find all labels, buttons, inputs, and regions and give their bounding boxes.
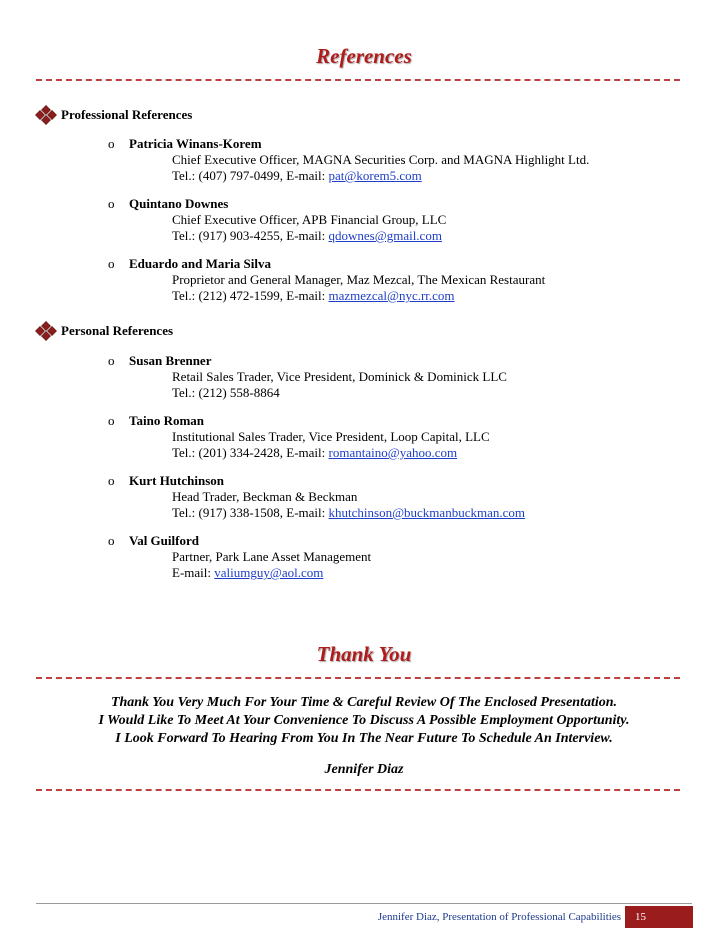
thank-you-line: I Look Forward To Hearing From You In The Near Future To Schedule An Interview. — [115, 731, 613, 746]
reference-title: Chief Executive Officer, APB Financial Group, LLC — [172, 212, 447, 227]
footer-text: Jennifer Diaz, Presentation of Professional Capabilities — [377, 911, 621, 923]
contact-text: Tel.: (201) 334-2428, E-mail: — [172, 445, 329, 460]
section-heading-personal — [36, 322, 173, 339]
reference-title: Institutional Sales Trader, Vice President, Loop Capital, LLC — [172, 429, 490, 444]
reference-name: Susan Brenner — [129, 353, 212, 368]
email-link[interactable]: qdownes@gmail.com — [328, 228, 442, 243]
contact-text: Tel.: (917) 903-4255, E-mail: — [172, 228, 329, 243]
section-heading-label: Personal References — [61, 322, 174, 338]
page-number: 15 — [625, 906, 693, 928]
reference-contact — [172, 168, 422, 184]
reference-name: Taino Roman — [129, 413, 205, 428]
reference-name: Val Guilford — [129, 533, 199, 548]
reference-contact — [172, 228, 442, 244]
thank-you-divider-top — [36, 677, 680, 679]
contact-text: Tel.: (212) 472-1599, E-mail: — [172, 288, 329, 303]
diamond-cluster-icon — [36, 106, 55, 123]
reference-contact — [172, 505, 525, 521]
reference-name: Eduardo and Maria Silva — [129, 256, 271, 271]
circle-bullet-icon: o — [108, 196, 115, 211]
section-heading-professional — [36, 106, 192, 123]
reference-name: Patricia Winans-Korem — [129, 136, 262, 151]
diamond-cluster-icon — [36, 322, 55, 339]
contact-text: E-mail: — [172, 565, 215, 580]
contact-text: Tel.: (407) 797-0499, E-mail: — [172, 168, 329, 183]
circle-bullet-icon: o — [108, 533, 115, 548]
circle-bullet-icon: o — [108, 413, 115, 428]
circle-bullet-icon: o — [108, 136, 115, 151]
email-link[interactable]: romantaino@yahoo.com — [328, 445, 458, 460]
signature: Jennifer Diaz — [324, 762, 404, 777]
thank-you-line: Thank You Very Much For Your Time & Careful Review Of The Enclosed Presentation. — [110, 695, 618, 710]
thank-you-line: I Would Like To Meet At Your Convenience To Discuss A Possible Employment Opportunity. — [98, 713, 630, 728]
reference-title: Retail Sales Trader, Vice President, Dominick & Dominick LLC — [172, 369, 507, 384]
reference-contact — [172, 445, 457, 461]
reference-name: Kurt Hutchinson — [129, 473, 224, 488]
reference-title: Chief Executive Officer, MAGNA Securities Corp. and MAGNA Highlight Ltd. — [172, 152, 590, 167]
email-link[interactable]: pat@korem5.com — [328, 168, 422, 183]
reference-contact — [172, 565, 323, 581]
reference-contact: Tel.: (212) 558-8864 — [172, 385, 280, 400]
thank-you-divider-bottom — [36, 789, 680, 791]
reference-title: Partner, Park Lane Asset Management — [172, 549, 372, 564]
title-divider — [36, 79, 680, 81]
reference-contact — [172, 288, 455, 304]
page-title: References — [316, 44, 412, 68]
reference-name: Quintano Downes — [129, 196, 229, 211]
circle-bullet-icon: o — [108, 473, 115, 488]
section-heading-label: Professional References — [61, 106, 193, 122]
footer-rule — [36, 903, 692, 904]
reference-title: Proprietor and General Manager, Maz Mezcal, The Mexican Restaurant — [172, 272, 546, 287]
email-link[interactable]: valiumguy@aol.com — [214, 565, 324, 580]
circle-bullet-icon: o — [108, 256, 115, 271]
reference-title: Head Trader, Beckman & Beckman — [172, 489, 358, 504]
email-link[interactable]: mazmezcal@nyc.rr.com — [328, 288, 455, 303]
circle-bullet-icon: o — [108, 353, 115, 368]
thank-you-title: Thank You — [316, 642, 412, 666]
email-link[interactable]: khutchinson@buckmanbuckman.com — [328, 505, 525, 520]
contact-text: Tel.: (917) 338-1508, E-mail: — [172, 505, 329, 520]
